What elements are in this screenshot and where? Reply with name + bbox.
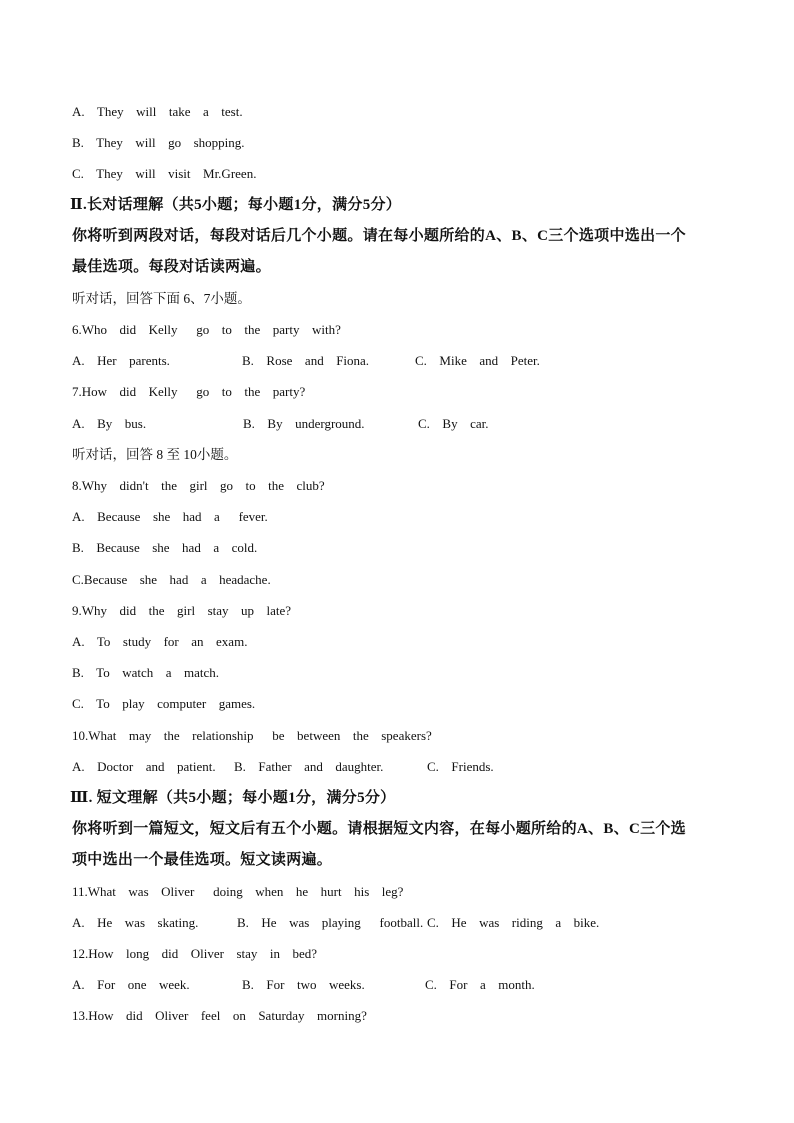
dialogue-2-label: 听对话，回答 8 至 10小题。 <box>72 447 238 462</box>
question-6-option-b: B. Rose and Fiona. <box>242 353 370 368</box>
question-10-option-a: A. Doctor and patient. <box>72 759 216 774</box>
question-12-option-c: C. For a month. <box>425 977 535 992</box>
question-7: 7.How did Kelly go to the party? <box>72 384 306 399</box>
question-7-option-b: B. By underground. <box>243 416 365 431</box>
question-8-option-b: B. Because she had a cold. <box>72 540 258 555</box>
question-10-option-c: C. Friends. <box>427 759 494 774</box>
question-7-option-a: A. By bus. <box>72 416 147 431</box>
question-6: 6.Who did Kelly go to the party with? <box>72 322 341 337</box>
question-9-option-c: C. To play computer games. <box>72 696 256 711</box>
question-12: 12.How long did Oliver stay in bed? <box>72 946 318 961</box>
section-3-instruction-1: 你将听到一篇短文，短文后有五个小题。请根据短文内容，在每小题所给的A、B、C三个选 <box>72 821 686 837</box>
question-8-option-c: C.Because she had a headache. <box>72 572 271 587</box>
dialogue-1-label: 听对话，回答下面 6、7小题。 <box>72 291 251 306</box>
question-8: 8.Why didn't the girl go to the club? <box>72 478 325 493</box>
question-6-option-c: C. Mike and Peter. <box>415 353 540 368</box>
section-3-instruction-2: 项中选出一个最佳选项。短文读两遍。 <box>72 852 333 868</box>
question-11: 11.What was Oliver doing when he hurt his leg? <box>72 884 404 899</box>
section-2-title: Ⅱ.长对话理解（共5小题；每小题1分，满分5分） <box>70 197 402 213</box>
question-12-option-a: A. For one week. <box>72 977 190 992</box>
question-8-option-a: A. Because she had a fever. <box>72 509 268 524</box>
section-2-instruction-2: 最佳选项。每段对话读两遍。 <box>72 259 271 275</box>
question-11-option-b: B. He was playing football. <box>237 915 424 930</box>
question-7-option-c: C. By car. <box>418 416 489 431</box>
question-11-option-c: C. He was riding a bike. <box>427 915 600 930</box>
section-3-title: Ⅲ. 短文理解（共5小题；每小题1分，满分5分） <box>70 790 396 806</box>
question-12-option-b: B. For two weeks. <box>242 977 365 992</box>
question-11-option-a: A. He was skating. <box>72 915 199 930</box>
question-9-option-a: A. To study for an exam. <box>72 634 248 649</box>
question-10: 10.What may the relationship be between the speakers? <box>72 728 432 743</box>
option-5a: A. They will take a test. <box>72 104 243 119</box>
question-13: 13.How did Oliver feel on Saturday morning? <box>72 1008 367 1023</box>
option-5b: B. They will go shopping. <box>72 135 245 150</box>
option-5c: C. They will visit Mr.Green. <box>72 166 257 181</box>
section-2-instruction-1: 你将听到两段对话，每段对话后几个小题。请在每小题所给的A、B、C三个选项中选出一个 <box>72 228 686 244</box>
question-9: 9.Why did the girl stay up late? <box>72 603 292 618</box>
question-9-option-b: B. To watch a match. <box>72 665 220 680</box>
question-10-option-b: B. Father and daughter. <box>234 759 384 774</box>
question-6-option-a: A. Her parents. <box>72 353 170 368</box>
